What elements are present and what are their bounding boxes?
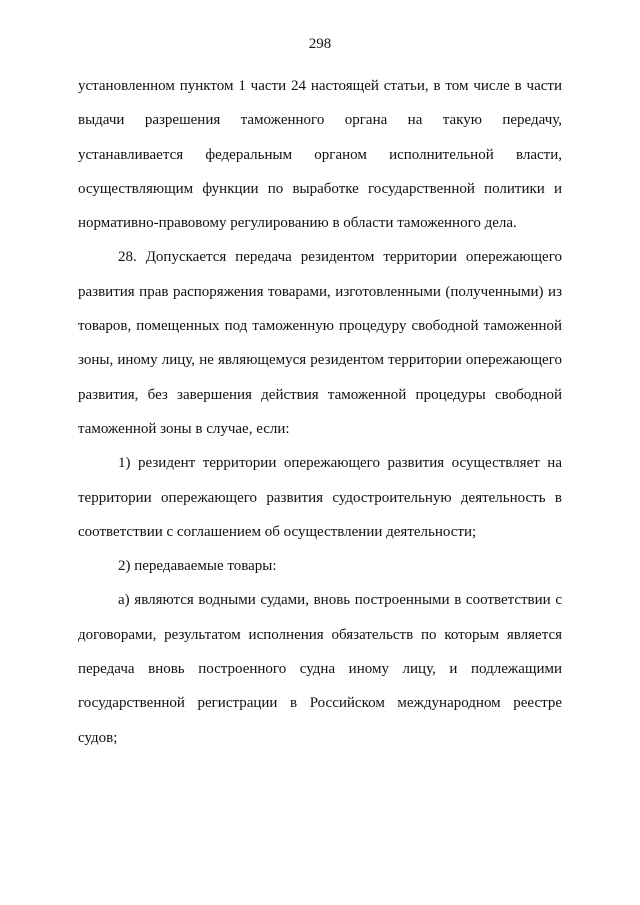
- text-line: соответствии с соглашением об осуществлении деятельности;: [78, 523, 477, 540]
- text-line: осуществляющим функции по выработке государственной политики и: [78, 180, 562, 197]
- text-line: установленном пунктом 1 части 24 настоящей статьи, в том числе в части: [78, 78, 562, 94]
- paragraph-subitem-1: [78, 446, 562, 549]
- text-line: выдачи разрешения таможенного органа на такую передачу,: [78, 112, 562, 129]
- text-line: нормативно-правовому регулированию в области таможенного дела.: [78, 215, 517, 232]
- text-line: судов;: [78, 729, 118, 746]
- text-line: развития прав распоряжения товарами, изготовленными (полученными) из: [78, 283, 562, 300]
- document-body: [78, 69, 562, 755]
- text-line: а) являются водными судами, вновь построенными в соответствии с: [118, 592, 562, 609]
- text-line: зоны, иному лицу, не являющемуся резидентом территории опережающего: [78, 352, 562, 369]
- paragraph-item-28: [78, 240, 562, 446]
- text-line: 2) передаваемые товары:: [118, 558, 277, 575]
- text-line: развития, без завершения действия таможенной процедуры свободной: [78, 386, 562, 403]
- text-line: договорами, результатом исполнения обязательств по которым является: [78, 626, 562, 643]
- text-line: передача вновь построенного судна иному лицу, и подлежащими: [78, 661, 562, 678]
- page-number: 298: [308, 36, 332, 52]
- paragraph-continuation: [78, 69, 562, 240]
- paragraph-subitem-a: [78, 583, 562, 754]
- text-line: 1) резидент территории опережающего развития осуществляет на: [118, 455, 562, 472]
- text-line: устанавливается федеральным органом исполнительной власти,: [78, 146, 562, 163]
- text-line: 28. Допускается передача резидентом территории опережающего: [118, 249, 562, 266]
- text-line: таможенной зоны в случае, если:: [78, 420, 290, 437]
- paragraph-subitem-2: [78, 549, 562, 583]
- text-line: товаров, помещенных под таможенную процедуру свободной таможенной: [78, 318, 562, 335]
- text-line: государственной регистрации в Российском международном реестре: [78, 695, 562, 712]
- text-line: территории опережающего развития судостроительную деятельность в: [78, 489, 562, 506]
